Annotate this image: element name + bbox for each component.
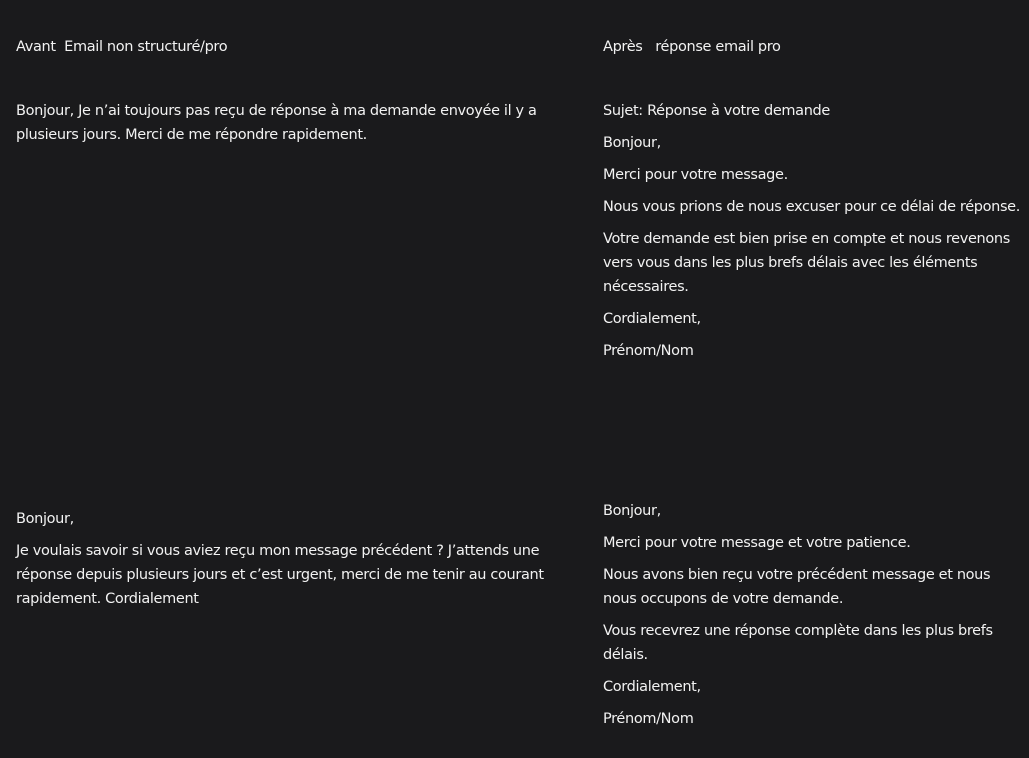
after-header-text: Après réponse email pro <box>603 39 781 55</box>
example1-before-email <box>16 99 561 147</box>
example2-after-acknowledgement: Nous avons bien reçu votre précédent message et nous nous occupons de votre demande. <box>603 567 991 607</box>
example1-after-greeting: Bonjour, <box>603 135 661 151</box>
example1-after-thanks: Merci pour votre message. <box>603 167 788 183</box>
example1-after-closing: Cordialement, <box>603 311 701 327</box>
example1-after-body: Votre demande est bien prise en compte et nous revenons vers vous dans les plus brefs délais avec les éléments nécessaires. <box>603 231 1010 295</box>
example2-before-greeting: Bonjour, <box>16 511 74 527</box>
example2-after-promise: Vous recevrez une réponse complète dans les plus brefs délais. <box>603 623 993 663</box>
before-header-text: Avant Email non structuré/pro <box>16 39 228 55</box>
example1-after-subject: Sujet: Réponse à votre demande <box>603 103 830 119</box>
example1-before-text: Bonjour, Je n’ai toujours pas reçu de réponse à ma demande envoyée il y a plusieurs jours. Merci de me répondre rapidement. <box>16 103 537 143</box>
before-column-header <box>16 35 561 59</box>
example1-after-email <box>603 99 1027 363</box>
example1-after-apology: Nous vous prions de nous excuser pour ce délai de réponse. <box>603 199 1021 215</box>
example2-after-thanks: Merci pour votre message et votre patience. <box>603 535 911 551</box>
after-column-header <box>603 35 1027 59</box>
example1-after-signature: Prénom/Nom <box>603 343 694 359</box>
example2-after-closing: Cordialement, <box>603 679 701 695</box>
example2-before-email <box>16 507 561 611</box>
example2-after-email <box>603 499 1027 731</box>
example2-after-signature: Prénom/Nom <box>603 711 694 727</box>
example2-before-body: Je voulais savoir si vous aviez reçu mon message précédent ? J’attends une réponse depuis plusieurs jours et c’est urgent, merci de me tenir au courant rapidement. Cordialement <box>16 543 544 607</box>
example2-after-greeting: Bonjour, <box>603 503 661 519</box>
